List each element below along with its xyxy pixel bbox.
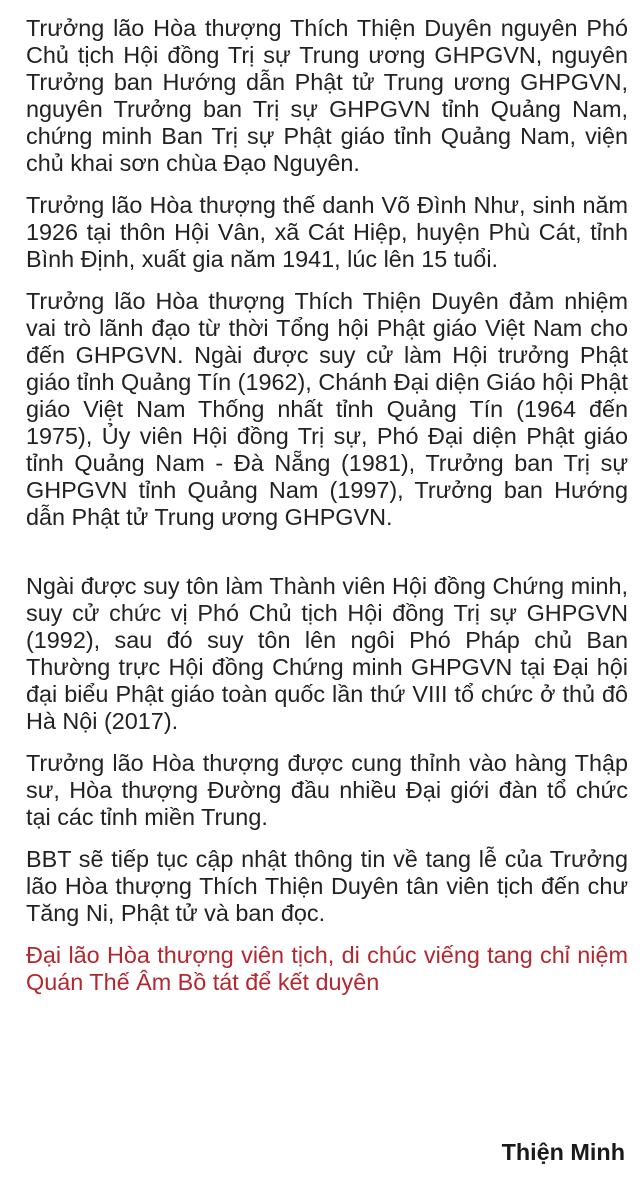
article-paragraph: Ngài được suy tôn làm Thành viên Hội đồng Chứng minh, suy cử chức vị Phó Chủ tịch Hội đồng Trị sự GHPGVN (1992), sau đó suy tôn lên ngôi Phó Pháp chủ Ban Thường trực Hội đồng Chứng minh GHPGVN tại Đại hội đại biểu Phật giáo toàn quốc lần thứ VIII tổ chức ở thủ đô Hà Nội (2017). bbox=[26, 573, 628, 734]
article-paragraph: Trưởng lão Hòa thượng Thích Thiện Duyên đảm nhiệm vai trò lãnh đạo từ thời Tổng hội Phật giáo Việt Nam cho đến GHPGVN. Ngài được suy cử làm Hội trưởng Phật giáo tỉnh Quảng Tín (1962), Chánh Đại diện Giáo hội Phật giáo Việt Nam Thống nhất tỉnh Quảng Tín (1964 đến 1975), Ủy viên Hội đồng Trị sự, Phó Đại diện Phật giáo tỉnh Quảng Nam - Đà Nẵng (1981), Trưởng ban Trị sự GHPGVN tỉnh Quảng Nam (1997), Trưởng ban Hướng dẫn Phật tử Trung ương GHPGVN. bbox=[26, 288, 628, 530]
related-article-link[interactable]: Đại lão Hòa thượng viên tịch, di chúc viếng tang chỉ niệm Quán Thế Âm Bồ tát để kết duyên bbox=[26, 942, 628, 995]
article-body bbox=[26, 15, 628, 996]
article-paragraph: Trưởng lão Hòa thượng Thích Thiện Duyên nguyên Phó Chủ tịch Hội đồng Trị sự Trung ương GHPGVN, nguyên Trưởng ban Hướng dẫn Phật tử Trung ương GHPGVN, nguyên Trưởng ban Trị sự GHPGVN tỉnh Quảng Nam, chứng minh Ban Trị sự Phật giáo tỉnh Quảng Nam, viện chủ khai sơn chùa Đạo Nguyên. bbox=[26, 15, 628, 176]
article-paragraph: Trưởng lão Hòa thượng được cung thỉnh vào hàng Thập sư, Hòa thượng Đường đầu nhiều Đại giới đàn tổ chức tại các tỉnh miền Trung. bbox=[26, 750, 628, 830]
author-byline: Thiện Minh bbox=[501, 1139, 625, 1165]
article-paragraph: BBT sẽ tiếp tục cập nhật thông tin về tang lễ của Trưởng lão Hòa thượng Thích Thiện Duyên tân viên tịch đến chư Tăng Ni, Phật tử và ban đọc. bbox=[26, 846, 628, 926]
article-paragraph: Trưởng lão Hòa thượng thế danh Võ Đình Như, sinh năm 1926 tại thôn Hội Vân, xã Cát Hiệp, huyện Phù Cát, tỉnh Bình Định, xuất gia năm 1941, lúc lên 15 tuổi. bbox=[26, 192, 628, 272]
